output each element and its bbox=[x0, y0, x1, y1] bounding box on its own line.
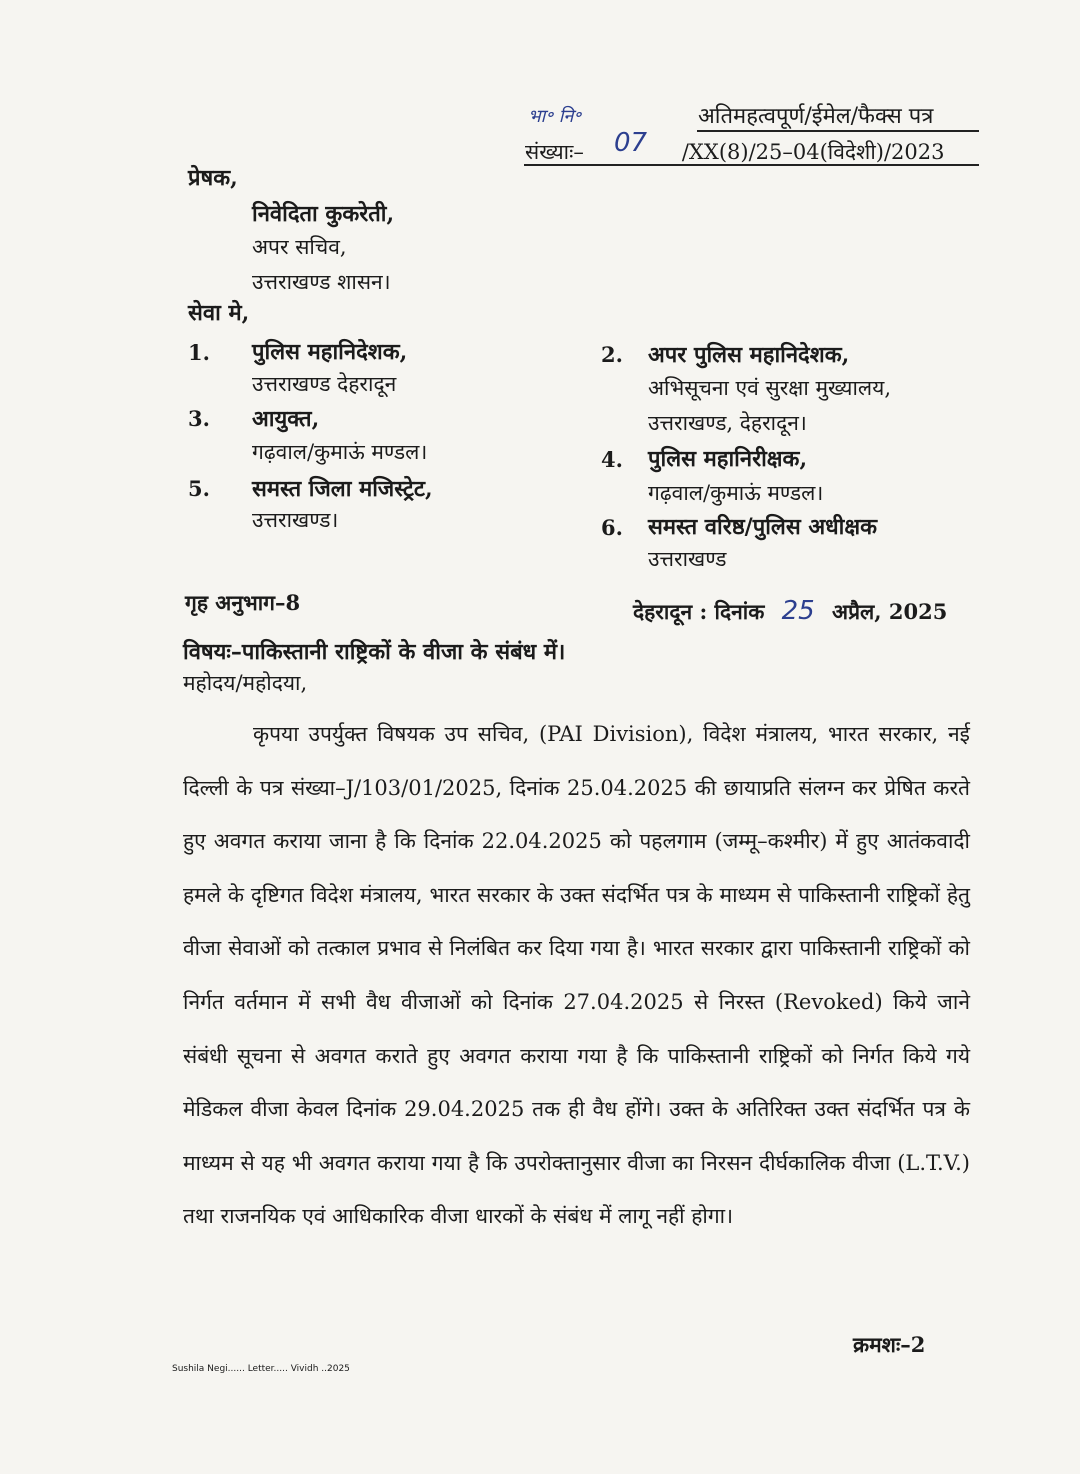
sender-office: उत्तराखण्ड शासन। bbox=[252, 270, 391, 294]
body-paragraph: कृपया उपर्युक्त विषयक उप सचिव, (PAI Division), विदेश मंत्रालय, भारत सरकार, नई दिल्ली के पत्र संख्या–J/103/01/2025, दिनांक 25.04.2025 की छायाप्रति संलग्न कर प्रेषित करते हुए अवगत कराया जाना है कि दिनांक 22.04.2025 को पहलगाम (जम्मू–कश्मीर) में हुए आतंकवादी हमले के दृष्टिगत विदेश मंत्रालय, भारत सरकार के उक्त संदर्भित पत्र के माध्यम से पाकिस्तानी राष्ट्रिकों हेतु वीजा सेवाओं को तत्काल प्रभाव से निलंबित कर दिया गया है। भारत सरकार द्वारा पाकिस्तानी राष्ट्रिकों को निर्गत वर्तमान में सभी वैध वीजाओं को दिनांक 27.04.2025 से निरस्त (Revoked) किये जाने संबंधी सूचना से अवगत कराते हुए अवगत कराया गया है कि पाकिस्तानी राष्ट्रिकों को निर्गत किये गये मेडिकल वीजा केवल दिनांक 29.04.2025 तक ही वैध होंगे। उक्त के अतिरिक्त उक्त संदर्भित पत्र के माध्यम से यह भी अवगत कराया गया है कि उपरोक्तानुसार वीजा का निरसन दीर्घकालिक वीजा (L.T.V.) तथा राजनयिक एवं आधिकारिक वीजा धारकों के संबंध में लागू नहीं होगा। bbox=[183, 722, 970, 1229]
recipient-title: समस्त वरिष्ठ/पुलिस अधीक्षक bbox=[648, 514, 878, 540]
recipient-number: 6. bbox=[601, 515, 623, 540]
handwritten-date-day: 25 bbox=[781, 596, 815, 626]
subject-line: विषयः–पाकिस्तानी राष्ट्रिकों के वीजा के संबंध में। bbox=[183, 639, 566, 665]
urgency-underline bbox=[697, 130, 979, 132]
sender-name: निवेदिता कुकरेती, bbox=[252, 201, 395, 227]
recipient-title: समस्त जिला मजिस्ट्रेट, bbox=[252, 476, 433, 502]
recipient-number: 3. bbox=[188, 406, 210, 431]
salutation: महोदय/महोदया, bbox=[183, 671, 308, 695]
recipient-number: 4. bbox=[601, 447, 623, 472]
recipient-address-line: गढ़वाल/कुमाऊं मण्डल। bbox=[648, 481, 824, 505]
handwritten-reference-number: 07 bbox=[614, 128, 648, 158]
department-section: गृह अनुभाग–8 bbox=[185, 590, 301, 615]
recipients-label: सेवा मे, bbox=[188, 300, 250, 326]
recipient-number: 5. bbox=[188, 476, 210, 501]
recipient-address-line: उत्तराखण्ड देहरादून bbox=[252, 372, 397, 396]
letter-body bbox=[183, 708, 970, 1244]
continuation-marker: क्रमशः–2 bbox=[853, 1332, 926, 1357]
reference-underline bbox=[524, 164, 979, 166]
reference-label: संख्याः– bbox=[525, 140, 584, 164]
reference-number bbox=[525, 138, 944, 166]
date-suffix: अप्रैल, 2025 bbox=[832, 599, 948, 624]
urgency-label: अतिमहत्वपूर्ण/ईमेल/फैक्स पत्र bbox=[698, 104, 934, 129]
letter-date bbox=[633, 596, 947, 626]
date-prefix: देहरादून : दिनांक bbox=[633, 599, 765, 624]
recipient-title: आयुक्त, bbox=[252, 406, 320, 432]
recipient-address-line: गढ़वाल/कुमाऊं मण्डल। bbox=[252, 440, 428, 464]
handwritten-annotation: भा॰ नि॰ bbox=[528, 106, 582, 127]
recipient-address-line: उत्तराखण्ड bbox=[648, 547, 727, 571]
recipient-number: 1. bbox=[188, 340, 210, 365]
recipient-number: 2. bbox=[601, 342, 623, 367]
recipient-title: अपर पुलिस महानिदेशक, bbox=[648, 342, 850, 368]
footer-reference: Sushila Negi...... Letter..... Vividh ..2025 bbox=[172, 1364, 350, 1374]
recipient-title: पुलिस महानिदेशक, bbox=[252, 339, 408, 365]
recipient-address-line: उत्तराखण्ड, देहरादून। bbox=[648, 411, 807, 435]
recipient-title: पुलिस महानिरीक्षक, bbox=[648, 446, 808, 472]
recipient-address-line: अभिसूचना एवं सुरक्षा मुख्यालय, bbox=[648, 376, 892, 400]
sender-designation: अपर सचिव, bbox=[252, 235, 347, 259]
sender-label: प्रेषक, bbox=[188, 165, 238, 191]
reference-suffix: /XX(8)/25–04(विदेशी)/2023 bbox=[681, 140, 945, 164]
recipient-address-line: उत्तराखण्ड। bbox=[252, 508, 339, 532]
